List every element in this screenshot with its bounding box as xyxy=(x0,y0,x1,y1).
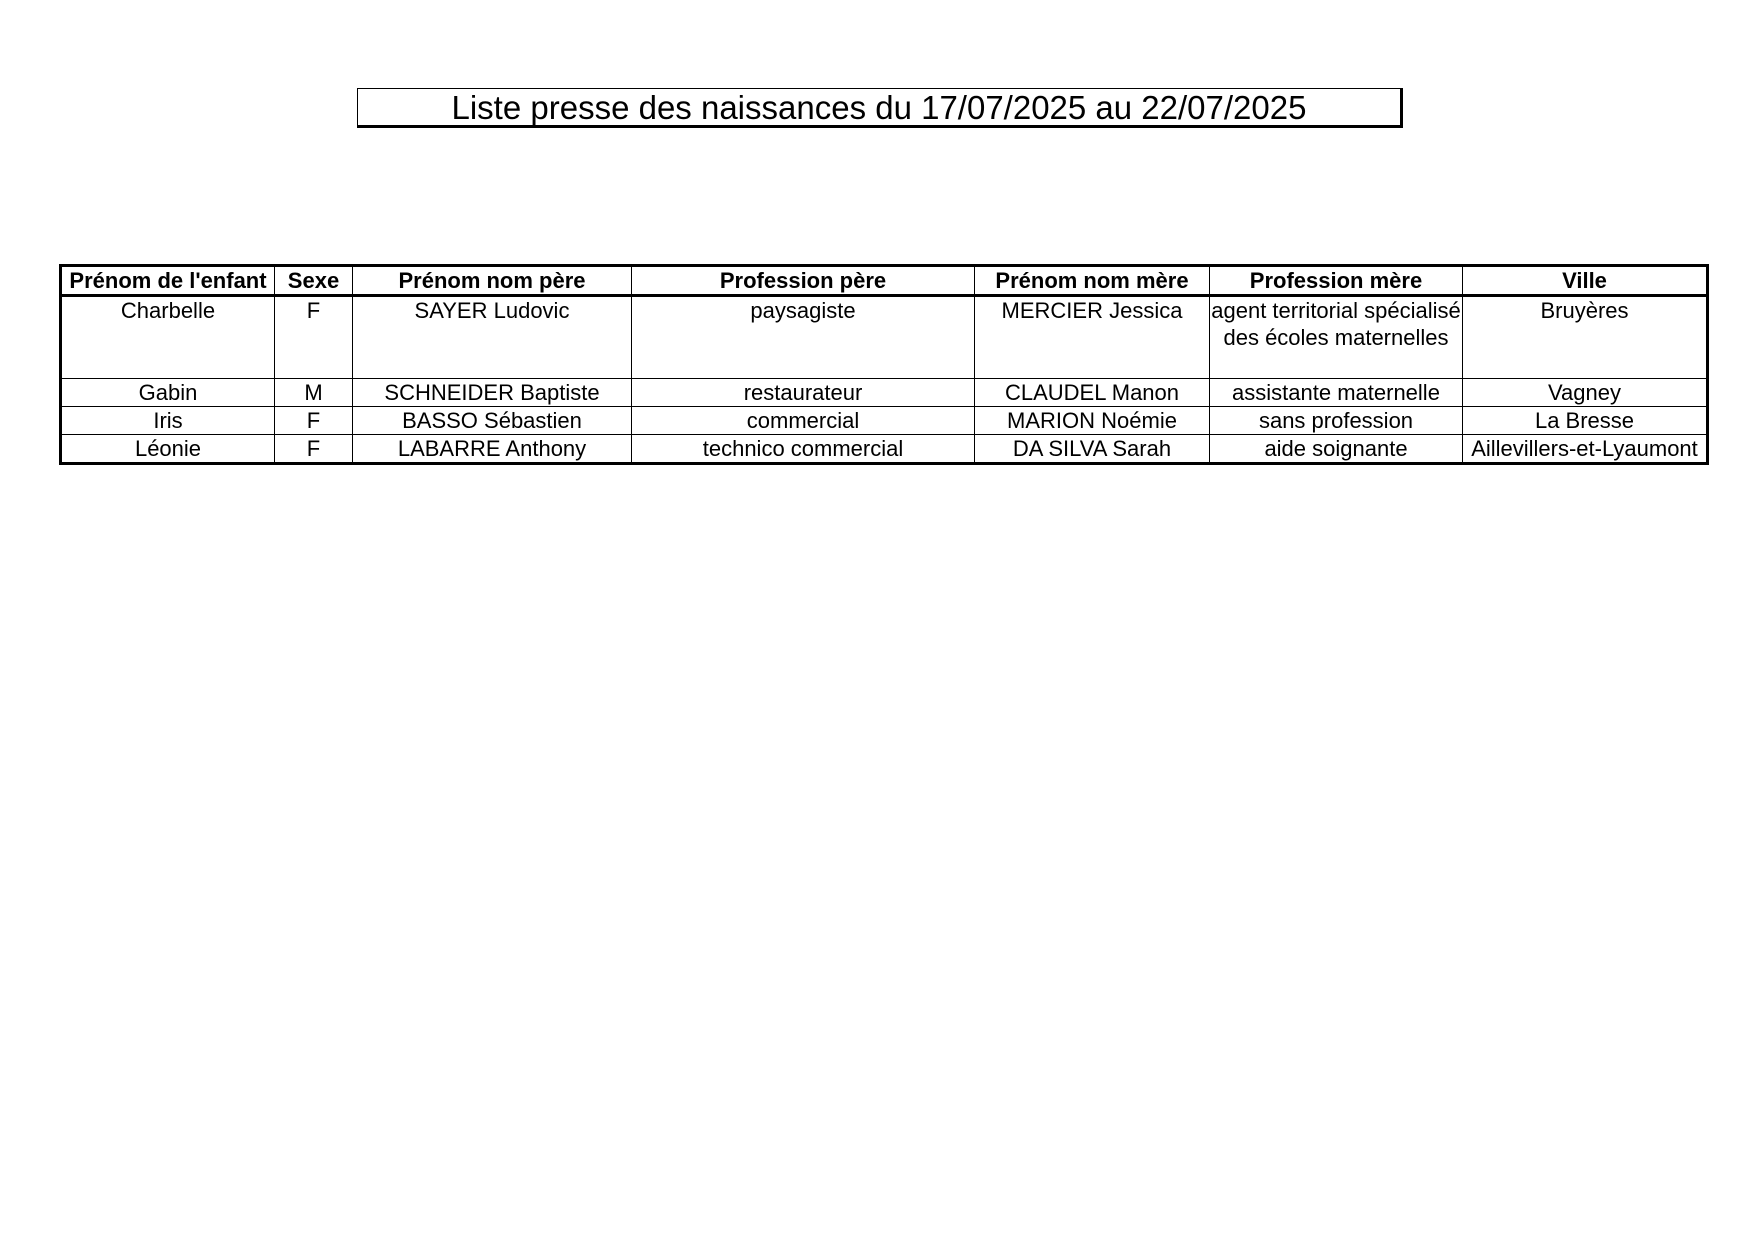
header-sex: Sexe xyxy=(275,266,353,296)
cell-child-first-name: Charbelle xyxy=(61,296,275,379)
cell-child-first-name: Léonie xyxy=(61,435,275,464)
births-table xyxy=(59,264,1709,465)
cell-mother-name: MARION Noémie xyxy=(975,407,1210,435)
cell-father-profession: commercial xyxy=(632,407,975,435)
cell-mother-profession: assistante maternelle xyxy=(1210,379,1463,407)
cell-father-profession: restaurateur xyxy=(632,379,975,407)
header-father-name: Prénom nom père xyxy=(353,266,632,296)
cell-child-first-name: Iris xyxy=(61,407,275,435)
cell-child-first-name: Gabin xyxy=(61,379,275,407)
cell-father-name: SAYER Ludovic xyxy=(353,296,632,379)
cell-father-name: SCHNEIDER Baptiste xyxy=(353,379,632,407)
table-row xyxy=(61,379,1708,407)
table-header-row xyxy=(61,266,1708,296)
cell-father-profession: paysagiste xyxy=(632,296,975,379)
table-row xyxy=(61,296,1708,379)
cell-sex: F xyxy=(275,435,353,464)
cell-mother-name: DA SILVA Sarah xyxy=(975,435,1210,464)
cell-sex: F xyxy=(275,407,353,435)
cell-mother-name: CLAUDEL Manon xyxy=(975,379,1210,407)
cell-father-name: BASSO Sébastien xyxy=(353,407,632,435)
table-row xyxy=(61,435,1708,464)
document-title: Liste presse des naissances du 17/07/2025 au 22/07/2025 xyxy=(357,88,1403,128)
cell-city: Vagney xyxy=(1463,379,1708,407)
header-father-profession: Profession père xyxy=(632,266,975,296)
cell-sex: M xyxy=(275,379,353,407)
cell-city: Aillevillers-et-Lyaumont xyxy=(1463,435,1708,464)
cell-mother-profession: aide soignante xyxy=(1210,435,1463,464)
header-mother-profession: Profession mère xyxy=(1210,266,1463,296)
cell-city: Bruyères xyxy=(1463,296,1708,379)
cell-father-profession: technico commercial xyxy=(632,435,975,464)
cell-mother-profession: sans profession xyxy=(1210,407,1463,435)
table-row xyxy=(61,407,1708,435)
cell-city: La Bresse xyxy=(1463,407,1708,435)
cell-mother-name: MERCIER Jessica xyxy=(975,296,1210,379)
header-city: Ville xyxy=(1463,266,1708,296)
header-mother-name: Prénom nom mère xyxy=(975,266,1210,296)
cell-sex: F xyxy=(275,296,353,379)
cell-mother-profession: agent territorial spécialisé des écoles maternelles xyxy=(1210,296,1463,379)
cell-father-name: LABARRE Anthony xyxy=(353,435,632,464)
header-child-first-name: Prénom de l'enfant xyxy=(61,266,275,296)
